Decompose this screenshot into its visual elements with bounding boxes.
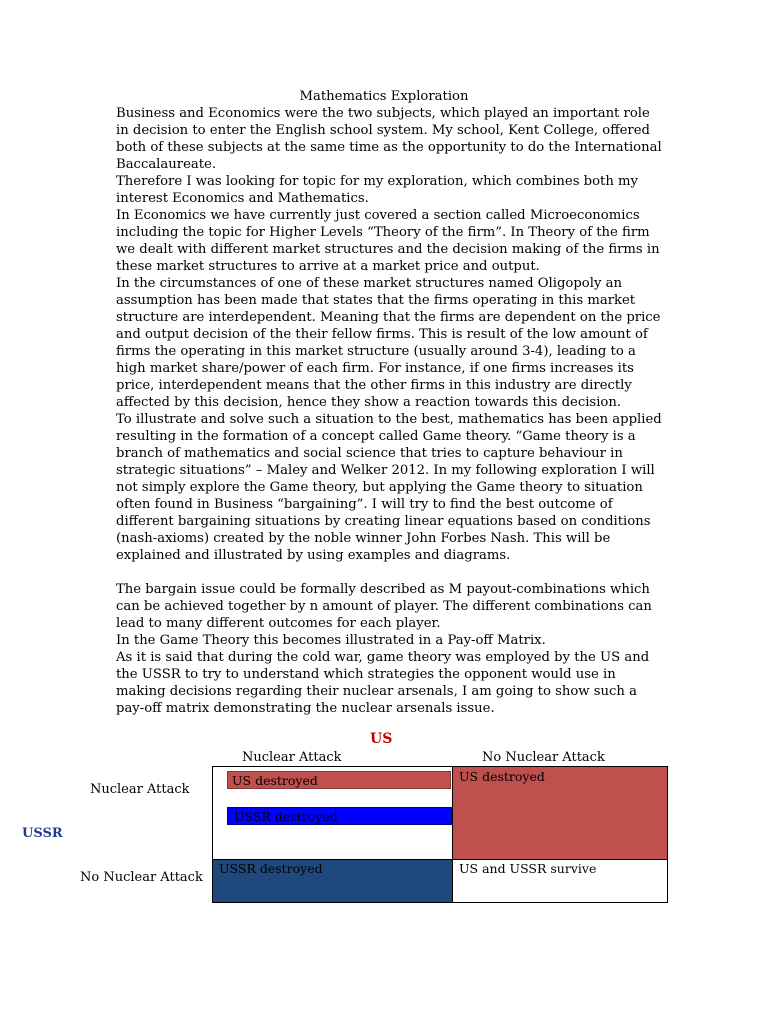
row-header-no-nuclear-attack: No Nuclear Attack — [80, 870, 203, 885]
paragraph: Business and Economics were the two subjects, which played an important role in decision to enter the English school system. My school, Kent College, offered both of these subjects at the same time as the opportunity to do the International Baccalaureate. — [116, 106, 662, 172]
document-title: Mathematics Exploration — [299, 89, 469, 104]
paragraph: Therefore I was looking for topic for my exploration, which combines both my interest Economics and Mathematics. — [116, 174, 639, 206]
column-header-no-nuclear-attack: No Nuclear Attack — [482, 750, 605, 765]
row-player-label: USSR — [22, 826, 63, 841]
paragraph: In Economics we have currently just covered a section called Microeconomics including the topic for Higher Levels “Theory of the firm”. In Theory of the firm we dealt with different market structures and the decision making of the firms in these market structures to arrive at a market price and output. — [116, 208, 660, 274]
paragraph: In the Game Theory this becomes illustrated in a Pay-off Matrix. — [116, 633, 546, 648]
paragraph-spacer — [116, 564, 664, 581]
cell-both-attack-us-destroyed: US destroyed — [227, 771, 451, 789]
matrix-divider-vertical — [452, 767, 453, 902]
row-header-nuclear-attack: Nuclear Attack — [90, 782, 190, 797]
cell-both-attack-ussr-destroyed: USSR destroyed — [227, 807, 453, 825]
cell-us-destroyed: US destroyed — [453, 767, 667, 859]
paragraph: As it is said that during the cold war, game theory was employed by the US and the USSR to try to understand which strategies the opponent would use in making decisions regarding their nuclear arsenals, I am going to show such a pay-off matrix demonstrating the nuclear arsenals issue. — [116, 650, 650, 716]
cell-both-survive: US and USSR survive — [459, 861, 597, 876]
paragraph: To illustrate and solve such a situation to the best, mathematics has been applied resulting in the formation of a concept called Game theory. “Game theory is a branch of mathematics and social science that tries to capture behaviour in strategic situations” – Maley and Welker 2012. In my following exploration I will not simply explore the Game theory, but applying the Game theory to situation often found in Business “bargaining”. I will try to find the best outcome of different bargaining situations by creating linear equations based on conditions (nash-axioms) created by the noble winner John Forbes Nash. This will be explained and illustrated by using examples and diagrams. — [116, 412, 662, 563]
column-header-nuclear-attack: Nuclear Attack — [242, 750, 342, 765]
cell-ussr-destroyed: USSR destroyed — [213, 860, 452, 902]
paragraph: In the circumstances of one of these market structures named Oligopoly an assumption has been made that states that the firms operating in this market structure are interdependent. Meaning that the firms are dependent on the price and output decision of the their fellow firms. This is result of the low amount of firms the operating in this market structure (usually around 3-4), leading to a high market share/power of each firm. For instance, if one firms increases its price, interdependent means that the other firms in this industry are directly affected by this decision, hence they show a reaction towards this decision. — [116, 276, 661, 410]
payoff-matrix — [212, 766, 668, 903]
paragraph: The bargain issue could be formally described as M payout-combinations which can be achieved together by n amount of player. The different combinations can lead to many different outcomes for each player. — [116, 582, 652, 631]
column-player-label: US — [370, 731, 393, 747]
matrix-divider-horizontal — [213, 859, 667, 860]
document-body — [116, 105, 664, 717]
